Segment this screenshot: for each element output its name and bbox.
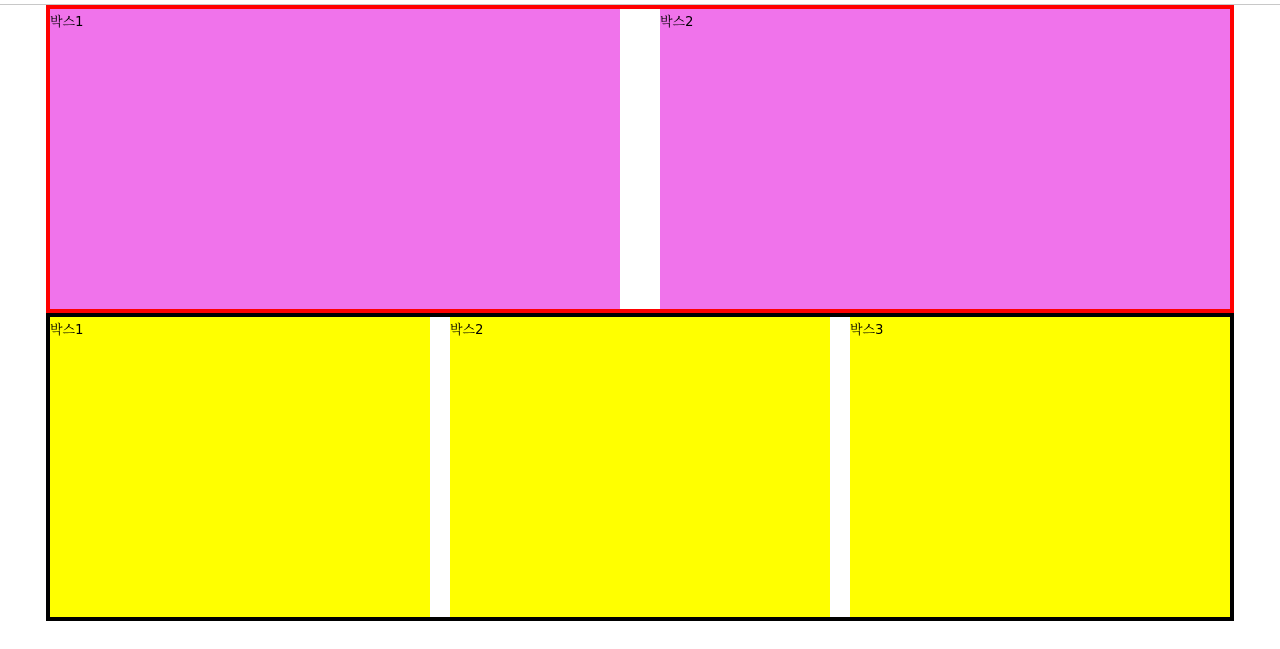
box-3	[850, 317, 1230, 617]
flex-container-red	[46, 5, 1234, 313]
box-label: 박스1	[50, 323, 84, 338]
box-2	[450, 317, 830, 617]
box-1	[50, 9, 620, 309]
box-label: 박스2	[450, 323, 484, 338]
box-label: 박스3	[850, 323, 884, 338]
box-label: 박스2	[660, 15, 694, 30]
box-1	[50, 317, 430, 617]
flex-container-black	[46, 313, 1234, 621]
box-label: 박스1	[50, 15, 84, 30]
box-2	[660, 9, 1230, 309]
